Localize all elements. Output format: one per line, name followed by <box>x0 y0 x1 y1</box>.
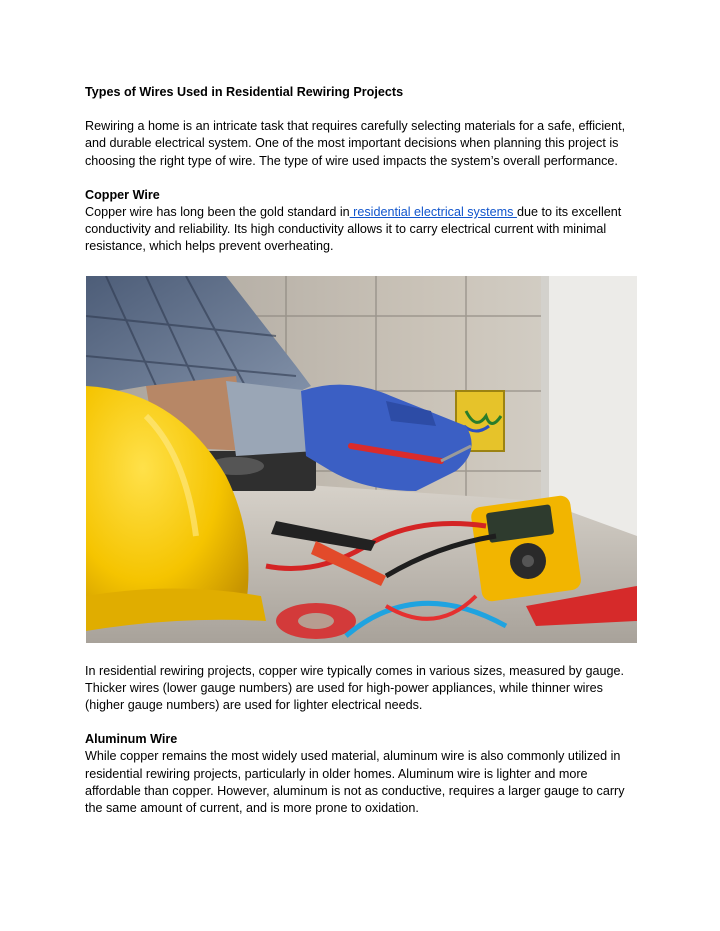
copper-wire-paragraph <box>85 204 645 256</box>
aluminum-wire-paragraph: While copper remains the most widely used material, aluminum wire is also commonly utilized in residential rewiring projects, particularly in older homes. Aluminum wire is lighter and more affordable than copper. However, aluminum is not as conductive, requires a larger gauge to carry the same amount of current, and is more prone to oxidation. <box>85 749 625 816</box>
electrician-photo <box>86 276 637 643</box>
copper-text-before-link: Copper wire has long been the gold standard in <box>85 205 350 220</box>
residential-electrical-systems-link[interactable]: residential electrical systems <box>349 205 517 220</box>
document-title: Types of Wires Used in Residential Rewiring Projects <box>85 85 404 99</box>
multimeter <box>470 494 582 602</box>
copper-sizes-paragraph: In residential rewiring projects, copper wire typically comes in various sizes, measured by gauge. Thicker wires (lower gauge numbers) are used for high-power appliances, while thinner wires (higher gauge numbers) are used for lighter electrical needs. <box>85 663 624 713</box>
document-body <box>85 84 645 834</box>
intro-paragraph: Rewiring a home is an intricate task that requires carefully selecting materials for a safe, efficient, and durable electrical system. One of the most important decisions when planning this project is choosing the right type of wire. The type of wire used impacts the system’s overall performance. <box>85 119 626 168</box>
aluminum-wire-heading: Aluminum Wire <box>85 732 178 747</box>
copper-wire-heading: Copper Wire <box>85 187 160 202</box>
copper-text-after-link: due to its excellent conductivity and reliability. Its high conductivity allows it to carry electrical current with minimal resistance, which helps prevent overheating. <box>85 205 622 254</box>
